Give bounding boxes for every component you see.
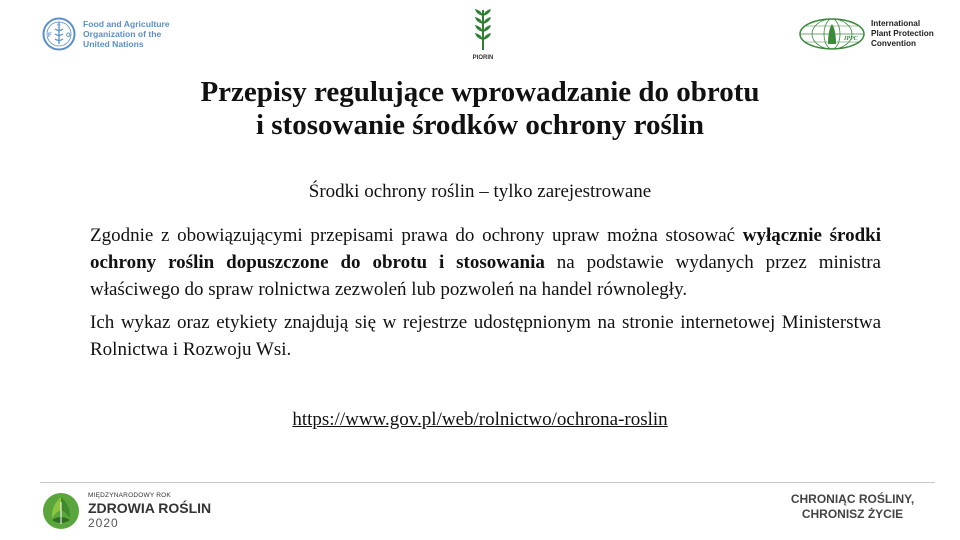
leaf-circle-icon	[42, 492, 80, 530]
svg-text:A: A	[57, 21, 61, 28]
footer-divider	[40, 482, 935, 483]
slogan-line2: CHRONISZ ŻYCIE	[801, 507, 904, 521]
link-container	[80, 409, 880, 431]
paragraph-1-part2: na podstawie wydanych przez ministra właściwego do spraw rolnictwa zezwoleń lub pozwoleń na handel równoległy.	[90, 252, 881, 300]
ippc-line3: Convention	[871, 39, 917, 48]
slide-subtitle: Środki ochrony roślin – tylko zarejestrowane	[308, 181, 652, 202]
gov-link[interactable]: https://www.gov.pl/web/rolnictwo/ochrona-roslin	[292, 409, 668, 430]
title-line2: i stosowanie środków ochrony roślin	[256, 109, 704, 141]
iyph-big: ZDROWIA ROŚLIN	[88, 500, 212, 516]
iyph-small: MIĘDZYNARODOWY ROK	[88, 492, 171, 499]
iyph-text	[88, 492, 211, 530]
svg-text:O: O	[66, 33, 71, 39]
paragraph-1-bold: wyłącznie środki ochrony roślin dopuszczone do obrotu i stosowania	[90, 225, 881, 273]
ippc-logo	[798, 14, 938, 54]
ippc-name	[871, 19, 934, 49]
body-text	[90, 222, 881, 363]
slide-title	[80, 76, 880, 142]
slogan-line1: CHRONIĄC ROŚLINY,	[790, 492, 915, 506]
footer-slogan	[770, 492, 935, 522]
fao-line2: Organization of the	[83, 29, 162, 39]
paragraph-1	[90, 222, 881, 303]
ippc-globe-icon	[798, 16, 866, 52]
ippc-line2: Plant Protection	[871, 29, 934, 38]
fao-emblem-icon	[42, 17, 76, 51]
iyph-year: 2020	[88, 516, 119, 530]
paragraph-2: Ich wykaz oraz etykiety znajdują się w rejestrze udostępnionym na stronie internetowej Ministerstwa Rolnictwa i Rozwoju Wsi.	[90, 312, 881, 360]
svg-text:F: F	[48, 33, 52, 39]
paragraph-1-part1: Zgodnie z obowiązującymi przepisami prawa do ochrony upraw można stosować	[90, 225, 743, 246]
ippc-line1: International	[871, 19, 921, 28]
fao-logo	[42, 14, 182, 54]
svg-text:IPPC: IPPC	[844, 36, 858, 42]
wheat-icon	[470, 6, 496, 52]
iyph-logo	[42, 488, 242, 534]
title-line1: Przepisy regulujące wprowadzanie do obrotu	[200, 76, 760, 108]
piorin-logo	[466, 6, 500, 64]
fao-name	[83, 19, 170, 49]
piorin-label: PIORIN	[472, 55, 494, 61]
fao-line3: United Nations	[83, 39, 144, 49]
fao-line1: Food and Agriculture	[83, 19, 170, 29]
